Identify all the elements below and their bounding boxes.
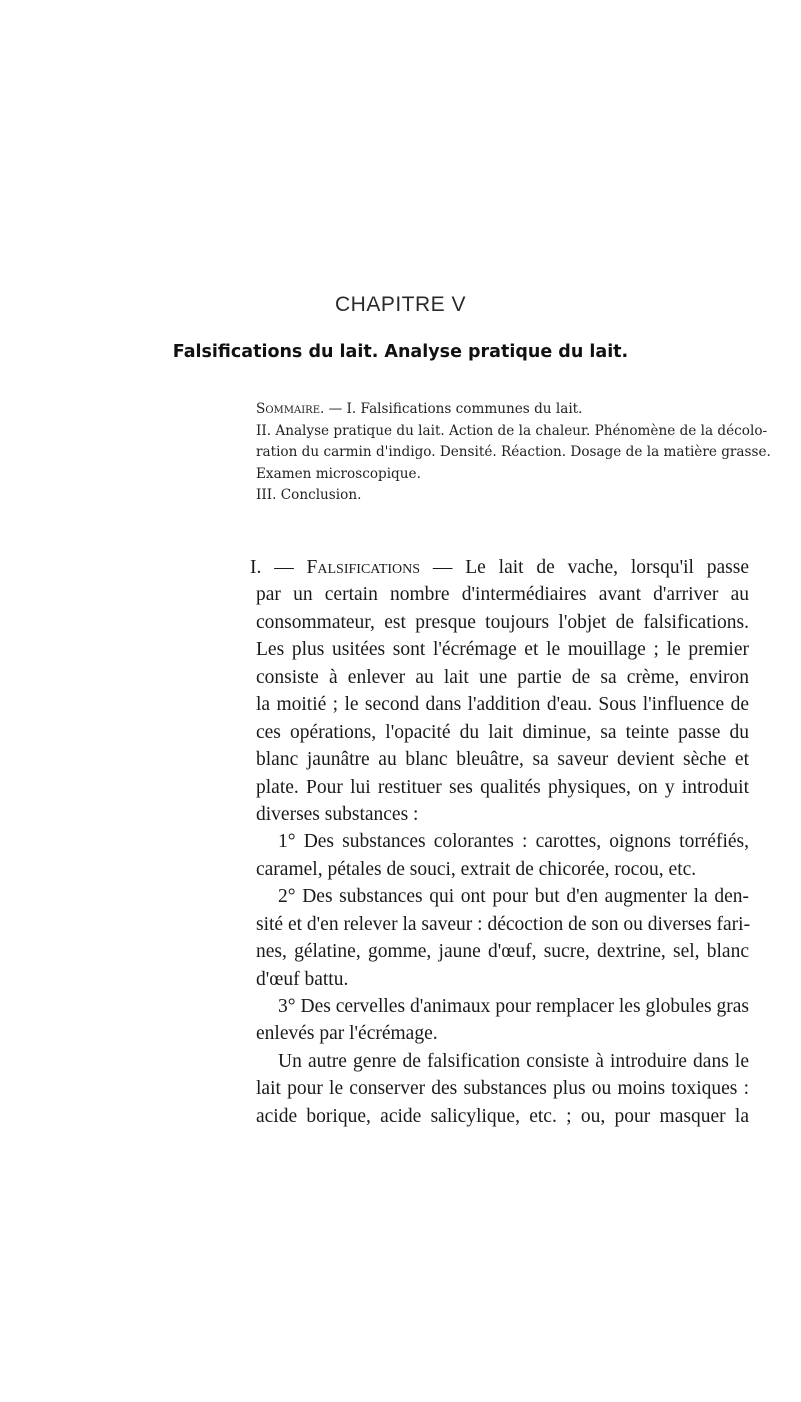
body-line: nes, gélatine, gomme, jaune d'œuf, sucre, dextrine, sel, blanc <box>256 941 749 963</box>
body-line: 3° Des cervelles d'animaux pour remplacer les globules gras <box>278 996 749 1017</box>
body-line: plate. Pour lui restituer ses qualités physiques, on y introduit <box>256 776 749 798</box>
body-line: par un certain nombre d'intermédiaires avant d'arriver au <box>256 584 749 606</box>
body-line: 2° Des substances qui ont pour but d'en augmenter la den- <box>278 886 749 908</box>
body-line: consommateur, est presque toujours l'objet de falsifications. <box>256 611 749 633</box>
body-line-text: — Le lait de vache, lorsqu'il passe <box>420 557 749 578</box>
body-line: 1° Des substances colorantes : carottes, oignons torréfiés, <box>278 831 749 853</box>
body-line: lait pour le conserver des substances plus ou moins toxiques : <box>256 1078 749 1100</box>
chapter-heading: CHAPITRE V <box>334 293 467 316</box>
body-line: consiste à enlever au lait une partie de sa crème, environ <box>256 666 749 688</box>
body-line <box>250 554 749 581</box>
body-line: blanc jaunâtre au blanc bleuâtre, sa saveur devient sèche et <box>256 749 749 771</box>
body-line: Les plus usitées sont l'écrémage et le mouillage ; le premier <box>256 639 749 661</box>
body-text <box>250 554 751 1130</box>
body-line: caramel, pétales de souci, extrait de chicorée, rocou, etc. <box>256 858 697 880</box>
summary-line: Examen microscopique. <box>256 465 421 482</box>
chapter-title: Falsifications du lait. Analyse pratique du lait. <box>172 342 629 362</box>
summary-line: ration du carmin d'indigo. Densité. Réaction. Dosage de la matière grasse. <box>256 444 771 460</box>
summary-line <box>256 399 801 421</box>
summary-line: II. Analyse pratique du lait. Action de la chaleur. Phénomène de la décolo- <box>256 422 768 439</box>
section-marker: I. — <box>250 557 307 578</box>
summary-block <box>256 399 801 507</box>
body-line: sité et d'en relever la saveur : décoction de son ou diverses fari- <box>256 913 751 935</box>
body-line: Un autre genre de falsification consiste à introduire dans le <box>278 1050 749 1072</box>
summary-head: Sommaire. <box>256 401 325 417</box>
body-line: enlevés par l'écrémage. <box>256 1023 438 1045</box>
body-line: ces opérations, l'opacité du lait diminue, sa teinte passe du <box>256 721 749 743</box>
section-title: Falsifications <box>306 557 421 578</box>
body-line: diverses substances : <box>256 803 419 825</box>
body-line: acide borique, acide salicylique, etc. ; ou, pour masquer la <box>256 1105 749 1127</box>
body-line: d'œuf battu. <box>256 968 349 990</box>
summary-line-text: — I. Falsifications communes du lait. <box>324 401 583 417</box>
summary-line: III. Conclusion. <box>256 487 362 503</box>
body-line: la moitié ; le second dans l'addition d'eau. Sous l'influence de <box>256 694 749 716</box>
